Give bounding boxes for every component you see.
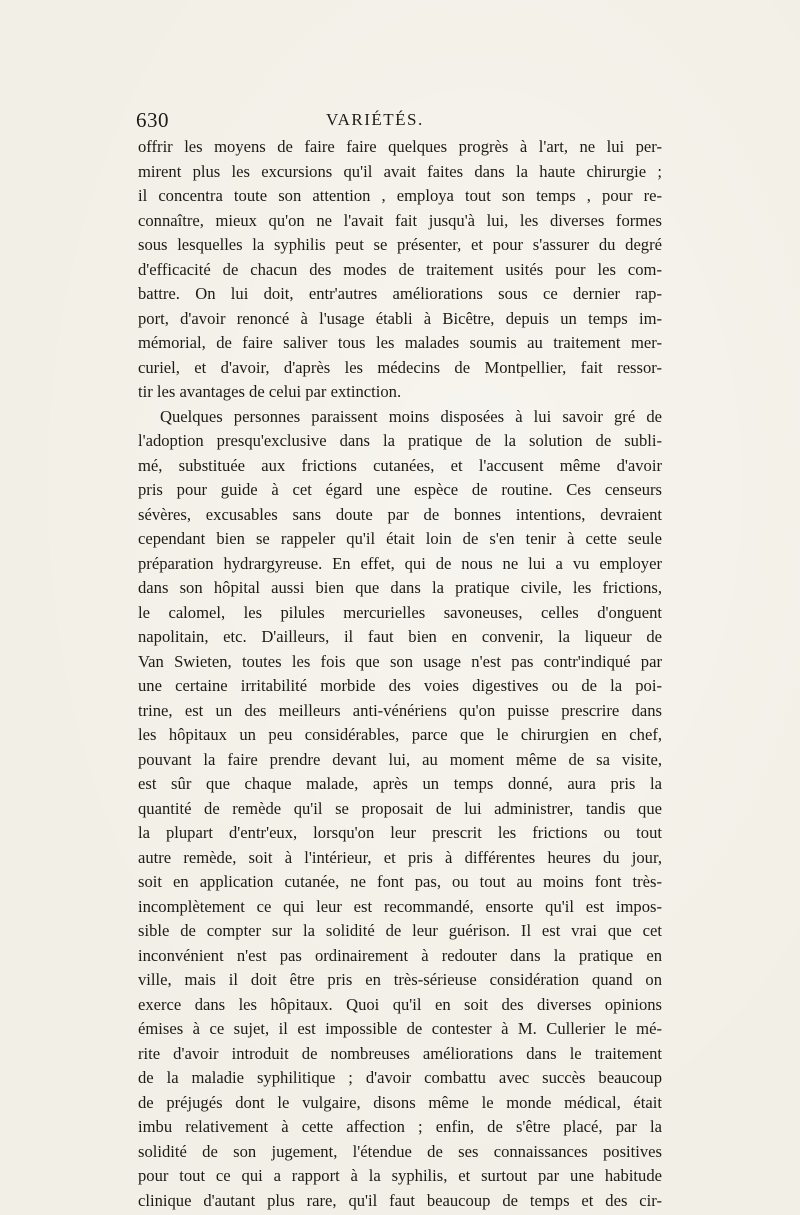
text-line: le calomel, les pilules mercurielles savoneuses, celles d'onguent xyxy=(138,602,662,622)
text-line: l'adoption presqu'exclusive dans la pratique de la solution de subli- xyxy=(138,431,662,450)
text-line: pour tout ce qui a rapport à la syphilis, et surtout par une habitude xyxy=(138,1166,662,1185)
text-line: il concentra toute son attention , employa tout son temps , pour re- xyxy=(138,186,662,205)
text-line: sous lesquelles la syphilis peut se présenter, et pour s'assurer du degré xyxy=(138,235,662,254)
text-line: mirent plus les excursions qu'il avait faites dans la haute chirurgie ; xyxy=(138,161,662,181)
text-line: pris pour guide à cet égard une espèce de routine. Ces censeurs xyxy=(138,480,662,499)
text-line: de préjugés dont le vulgaire, disons même le monde médical, était xyxy=(138,1092,662,1112)
text-line: ville, mais il doit être pris en très-sérieuse considération quand on xyxy=(138,970,662,989)
text-line: mé, substituée aux frictions cutanées, et l'accusent même d'avoir xyxy=(138,455,662,475)
text-line: tir les avantages de celui par extinction. xyxy=(138,382,402,401)
text-line: soit en application cutanée, ne font pas, ou tout au moins font très- xyxy=(138,872,662,891)
text-line: une certaine irritabilité morbide des voies digestives ou de la poi- xyxy=(138,676,662,695)
text-line: offrir les moyens de faire faire quelques progrès à l'art, ne lui per- xyxy=(138,137,662,156)
text-line: Quelques personnes paraissent moins disposées à lui savoir gré de xyxy=(160,406,662,426)
page-header xyxy=(136,108,676,138)
text-line: connaître, mieux qu'on ne l'avait fait jusqu'à lui, les diverses formes xyxy=(138,210,662,230)
text-line: émises à ce sujet, il est impossible de contester à M. Cullerier le mé- xyxy=(138,1019,662,1038)
text-line: inconvénient n'est pas ordinairement à redouter dans la pratique en xyxy=(138,945,662,965)
text-line: dans son hôpital aussi bien que dans la pratique civile, les frictions, xyxy=(138,578,662,597)
text-line: autre remède, soit à l'intérieur, et pris à différentes heures du jour, xyxy=(138,847,662,867)
text-line: napolitain, etc. D'ailleurs, il faut bien en convenir, la liqueur de xyxy=(138,627,662,646)
paragraph-2 xyxy=(138,405,662,1214)
page-number: 630 xyxy=(136,108,169,132)
text-line: exerce dans les hôpitaux. Quoi qu'il en soit des diverses opinions xyxy=(138,994,662,1014)
text-line: solidité de son jugement, l'étendue de ses connaissances positives xyxy=(138,1141,662,1161)
text-line: imbu relativement à cette affection ; enfin, de s'être placé, par la xyxy=(138,1117,662,1136)
text-line: la plupart d'entr'eux, lorsqu'on leur prescrit les frictions ou tout xyxy=(138,823,662,842)
text-line: clinique d'autant plus rare, qu'il faut beaucoup de temps et des cir- xyxy=(138,1190,662,1210)
text-line: trine, est un des meilleurs anti-vénériens qu'on puisse prescrire dans xyxy=(138,700,662,720)
text-line: Van Swieten, toutes les fois que son usage n'est pas contr'indiqué par xyxy=(138,651,662,671)
text-line: est sûr que chaque malade, après un temps donné, aura pris la xyxy=(138,774,662,793)
text-line: sévères, excusables sans doute par de bonnes intentions, devraient xyxy=(138,504,662,524)
body-text xyxy=(138,135,662,1213)
text-line: battre. On lui doit, entr'autres améliorations sous ce dernier rap- xyxy=(138,284,662,303)
text-line: incomplètement ce qui leur est recommandé, ensorte qu'il est impos- xyxy=(138,896,662,916)
text-line: pouvant la faire prendre devant lui, au moment même de sa visite, xyxy=(138,749,662,769)
text-line: rite d'avoir introduit de nombreuses améliorations dans le traitement xyxy=(138,1043,662,1063)
text-line: préparation hydrargyreuse. En effet, qui de nous ne lui a vu employer xyxy=(138,553,662,573)
text-line: les hôpitaux un peu considérables, parce que le chirurgien en chef, xyxy=(138,725,662,744)
text-line: sible de compter sur la solidité de leur guérison. Il est vrai que cet xyxy=(138,921,662,940)
running-title: VARIÉTÉS. xyxy=(326,110,424,129)
text-line: de la maladie syphilitique ; d'avoir combattu avec succès beaucoup xyxy=(138,1068,662,1087)
text-line: quantité de remède qu'il se proposait de lui administrer, tandis que xyxy=(138,798,662,818)
paragraph-1 xyxy=(138,135,662,405)
text-line: d'efficacité de chacun des modes de traitement usités pour les com- xyxy=(138,259,662,279)
text-line: port, d'avoir renoncé à l'usage établi à Bicêtre, depuis un temps im- xyxy=(138,308,662,328)
text-line: cependant bien se rappeler qu'il était loin de s'en tenir à cette seule xyxy=(138,529,662,548)
text-line: curiel, et d'avoir, d'après les médecins de Montpellier, fait ressor- xyxy=(138,357,662,377)
text-line: mémorial, de faire saliver tous les malades soumis au traitement mer- xyxy=(138,333,662,352)
